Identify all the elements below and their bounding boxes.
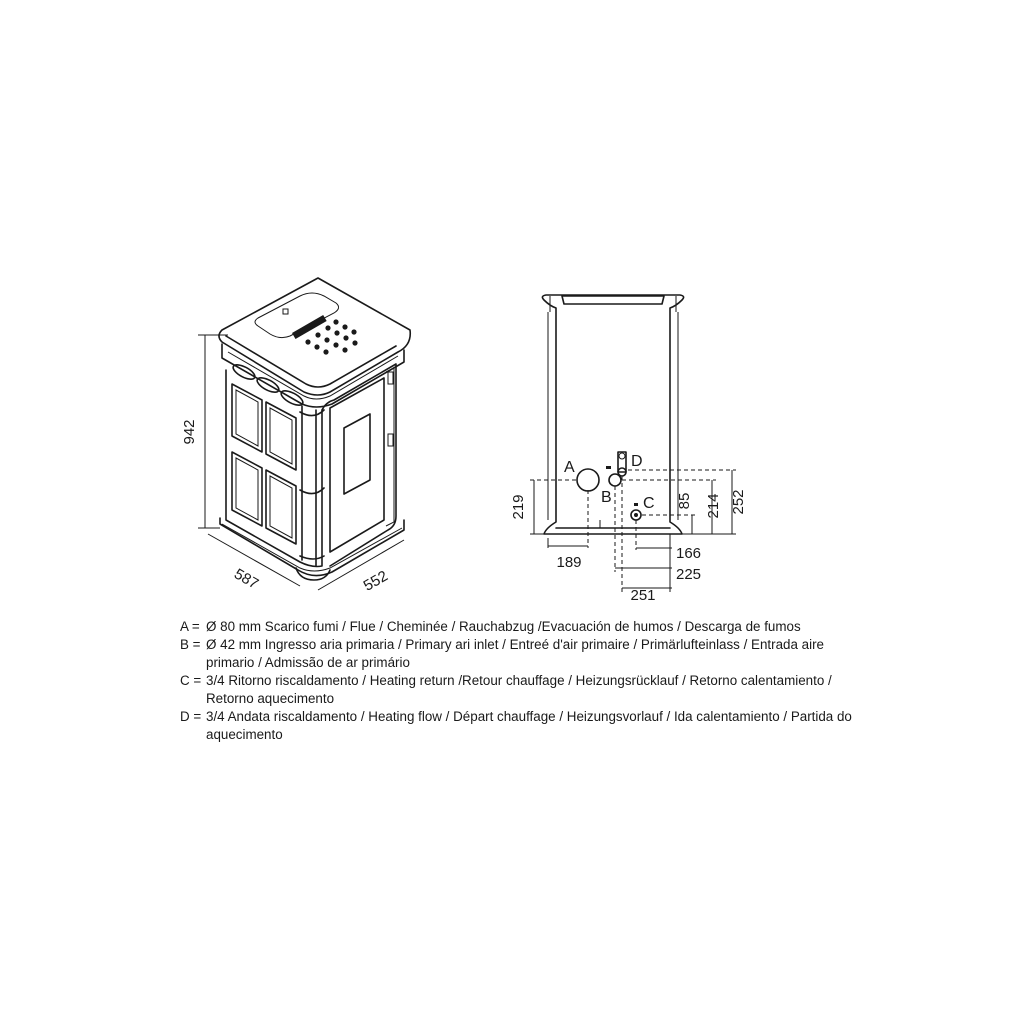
power-button-icon bbox=[283, 309, 288, 314]
flue-height-dimension: 219 bbox=[510, 494, 527, 520]
depth-dimension: 587 bbox=[231, 565, 262, 593]
legend-row-d bbox=[180, 708, 870, 744]
flue-outlet-a bbox=[577, 469, 599, 491]
connection-legend bbox=[180, 618, 870, 744]
c-offset-dimension: 166 bbox=[676, 545, 702, 562]
d-offset-dimension: 251 bbox=[630, 587, 656, 604]
c-height-dimension: 85 bbox=[676, 492, 693, 510]
d-height-dimension: 252 bbox=[730, 489, 747, 515]
legend-text: 3/4 Ritorno riscaldamento / Heating return /Retour chauffage / Heizungsrücklauf / Retorno calentamiento / Retorno aquecimento bbox=[206, 673, 832, 706]
legend-text: 3/4 Andata riscaldamento / Heating flow / Départ chauffage / Heizungsvorlauf / Ida calentamiento / Partida do aquecimento bbox=[206, 709, 852, 742]
label-c: C bbox=[643, 495, 655, 512]
stove-rear-view bbox=[542, 295, 683, 534]
air-inlet-b bbox=[609, 474, 621, 486]
label-b: B bbox=[601, 489, 612, 506]
stove-isometric-view bbox=[219, 278, 410, 580]
legend-key: B = bbox=[180, 637, 201, 652]
b-offset-dimension: 225 bbox=[676, 566, 702, 583]
label-d: D bbox=[631, 453, 643, 470]
legend-row-b bbox=[180, 636, 870, 672]
b-height-dimension: 214 bbox=[705, 493, 722, 519]
label-a: A bbox=[564, 459, 575, 476]
display-screen bbox=[292, 315, 327, 339]
dimension-lines-right bbox=[530, 470, 736, 592]
legend-text: Ø 42 mm Ingresso aria primaria / Primary ari inlet / Entreé d'air primaire / Primärlufteinlass / Entrada aire primario / Admissão de ar primário bbox=[206, 637, 824, 670]
legend-key: A = bbox=[180, 619, 200, 634]
legend-key: C = bbox=[180, 673, 202, 688]
front-panels bbox=[232, 384, 296, 544]
legend-text: Ø 80 mm Scarico fumi / Flue / Cheminée / Rauchabzug /Evacuación de humos / Descarga de fumos bbox=[206, 619, 801, 634]
dimension-lines-left bbox=[198, 335, 404, 593]
legend-row-a bbox=[180, 618, 870, 636]
flue-offset-dimension: 189 bbox=[556, 554, 582, 571]
height-dimension: 942 bbox=[181, 419, 198, 445]
legend-row-c bbox=[180, 672, 870, 708]
legend-key: D = bbox=[180, 709, 202, 724]
width-dimension: 552 bbox=[360, 567, 391, 595]
